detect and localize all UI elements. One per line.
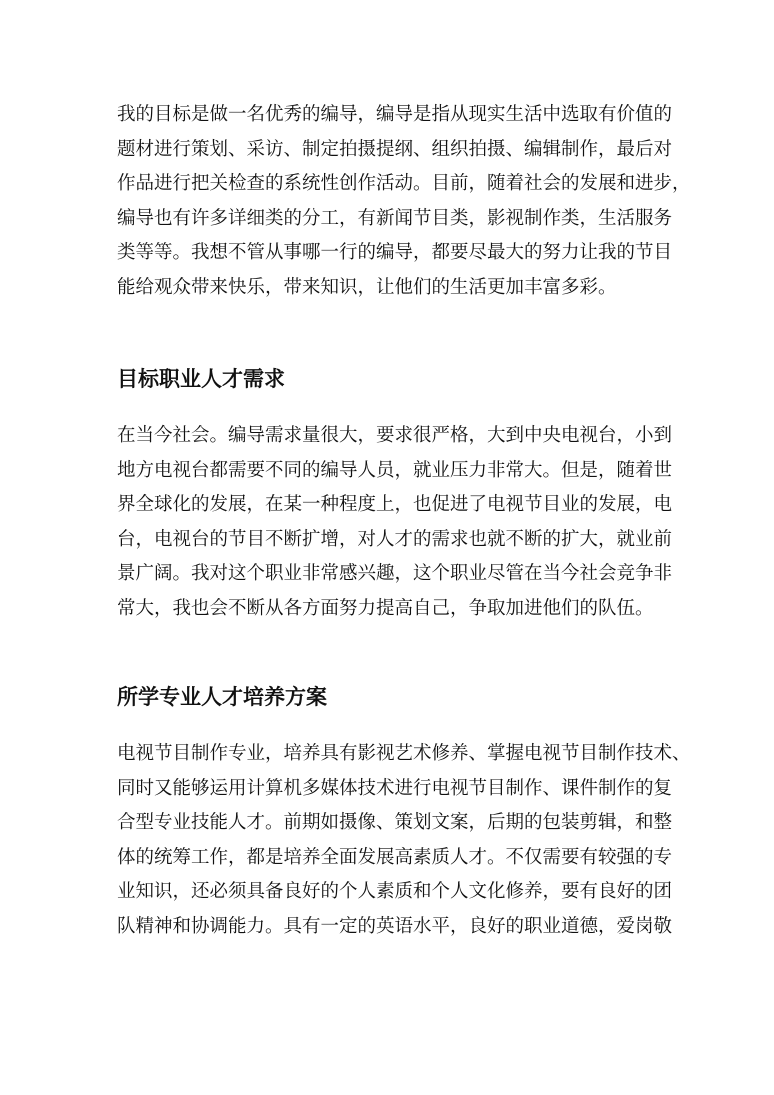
text-line: 体的统筹工作，都是培养全面发展高素质人才。不仅需要有较强的专	[117, 846, 673, 868]
text-line: 在当今社会。编导需求量很大，要求很严格，大到中央电视台，小到	[117, 425, 673, 446]
paragraph-career-goal	[117, 98, 691, 305]
text-line: 队精神和协调能力。具有一定的英语水平，良好的职业道德，爱岗敬	[117, 915, 673, 937]
text-line: 地方电视台都需要不同的编导人员，就业压力非常大。但是，随着世	[117, 459, 673, 481]
text-line: 合型专业技能人才。前期如摄像、策划文案，后期的包装剪辑，和整	[117, 812, 673, 833]
text-line: 类等等。我想不管从事哪一行的编导，都要尽最大的努力让我的节目	[117, 242, 673, 263]
text-line: 编导也有许多详细类的分工，有新闻节目类，影视制作类，生活服务	[117, 207, 673, 229]
text-line: 常大，我也会不断从各方面努力提高自己，争取加进他们的队伍。	[117, 597, 654, 619]
text-line: 界全球化的发展，在某一种程度上，也促进了电视节目业的发展，电	[117, 494, 673, 515]
text-line: 同时又能够运用计算机多媒体技术进行电视节目制作、课件制作的复	[117, 777, 673, 799]
text-line: 能给观众带来快乐，带来知识，让他们的生活更加丰富多彩。	[117, 276, 617, 298]
text-line: 电视节目制作专业，培养具有影视艺术修养、掌握电视节目制作技术、	[117, 743, 691, 764]
section-heading-talent-demand: 目标职业人才需求	[117, 367, 285, 391]
paragraph-talent-demand	[117, 419, 673, 626]
text-line: 业知识，还必须具备良好的个人素质和个人文化修养，要有良好的团	[117, 881, 673, 902]
section-heading-training-plan: 所学专业人才培养方案	[117, 685, 327, 709]
text-line: 景广阔。我对这个职业非常感兴趣，这个职业尽管在当今社会竞争非	[117, 563, 673, 584]
text-line: 题材进行策划、采访、制定拍摄提纲、组织拍摄、编辑制作，最后对	[117, 138, 673, 160]
text-line: 台，电视台的节目不断扩增，对人才的需求也就不断的扩大，就业前	[117, 528, 673, 550]
text-line: 我的目标是做一名优秀的编导，编导是指从现实生活中选取有价值的	[117, 104, 673, 125]
paragraph-training-plan	[117, 737, 691, 944]
text-line: 作品进行把关检查的系统性创作活动。目前，随着社会的发展和进步，	[117, 173, 691, 194]
